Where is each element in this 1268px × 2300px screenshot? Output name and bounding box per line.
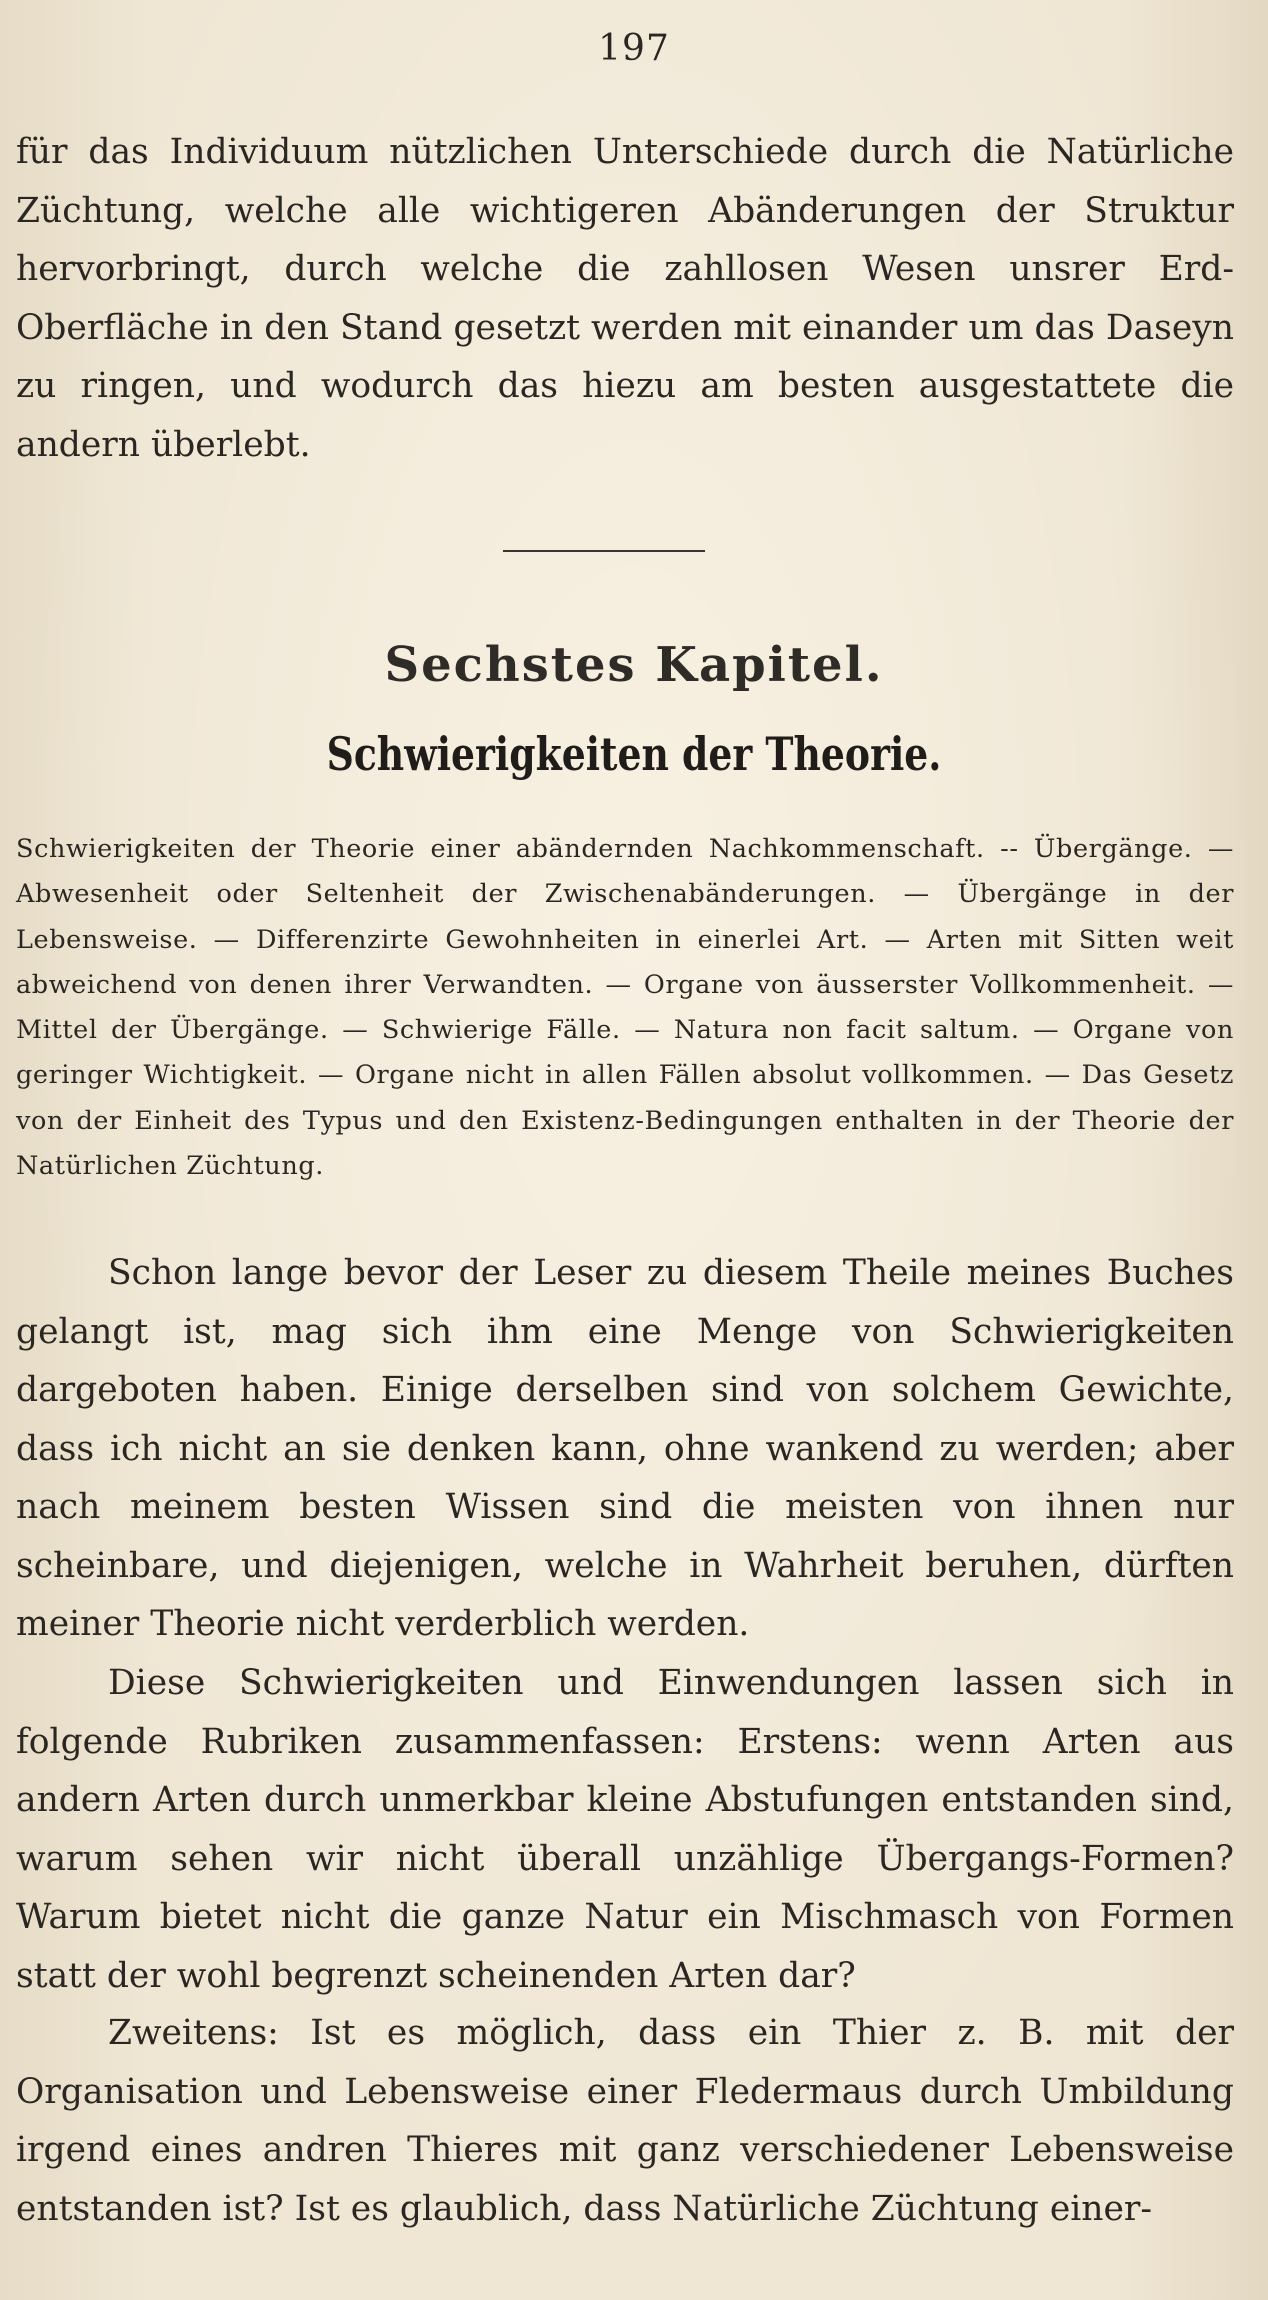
- chapter-title: Schwierigkeiten der Theorie.: [326, 727, 942, 781]
- body-paragraph: Zweitens: Ist es möglich, dass ein Thier z. B. mit der Organisation und Lebensweise einer Fledermaus durch Umbildung irgend eines andren Thieres mit ganz verschiedener Lebensweise entstanden ist? Ist es glaublich, dass Natürliche Züchtung einer-: [16, 2013, 1234, 2229]
- body-paragraph: Diese Schwierigkeiten und Einwendungen lassen sich in folgende Rubriken zusammenfassen: Erstens: wenn Arten aus andern Arten durch unmerkbar kleine Abstufungen entstanden sind, warum sehen wir nicht überall unzählige Übergangs-Formen? Warum bietet nicht die ganze Natur ein Mischmasch von Formen statt der wohl begrenzt scheinenden Arten dar?: [16, 1663, 1234, 1996]
- chapter-summary: Schwierigkeiten der Theorie einer abändernden Nachkommenschaft. -- Übergänge. — Abwesenheit oder Seltenheit der Zwischenabänderungen. — Übergänge in der Lebensweise. — Differenzirte Gewohnheiten in einerlei Art. — Arten mit Sitten weit abweichend von denen ihrer Verwandten. — Organe von äusserster Vollkommenheit. — Mittel der Übergänge. — Schwierige Fälle. — Natura non facit saltum. — Organe von geringer Wichtigkeit. — Organe nicht in allen Fällen absolut vollkommen. — Das Gesetz von der Einheit des Typus und den Existenz-Bedingungen enthalten in der Theorie der Natürlichen Züchtung.: [16, 834, 1234, 1182]
- page-number: 197: [598, 28, 670, 69]
- body-paragraph: Schon lange bevor der Leser zu diesem Theile meines Buches gelangt ist, mag sich ihm eine Menge von Schwierigkeiten dargeboten haben. Einige derselben sind von solchem Gewichte, dass ich nicht an sie denken kann, ohne wankend zu werden; aber nach meinem besten Wissen sind die meisten von ihnen nur scheinbare, und diejenigen, welche in Wahrheit beruhen, dürften meiner Theorie nicht verderblich werden.: [16, 1253, 1234, 1644]
- chapter-heading: Sechstes Kapitel.: [384, 637, 884, 693]
- opening-paragraph: für das Individuum nützlichen Unterschiede durch die Natürliche Züchtung, welche alle wichtigeren Abänderungen der Struktur hervorbringt, durch welche die zahllosen Wesen unsrer Erd-Oberfläche in den Stand gesetzt werden mit einander um das Daseyn zu ringen, und wodurch das hiezu am besten ausgestattete die andern überlebt.: [16, 132, 1234, 465]
- section-divider: [503, 550, 705, 552]
